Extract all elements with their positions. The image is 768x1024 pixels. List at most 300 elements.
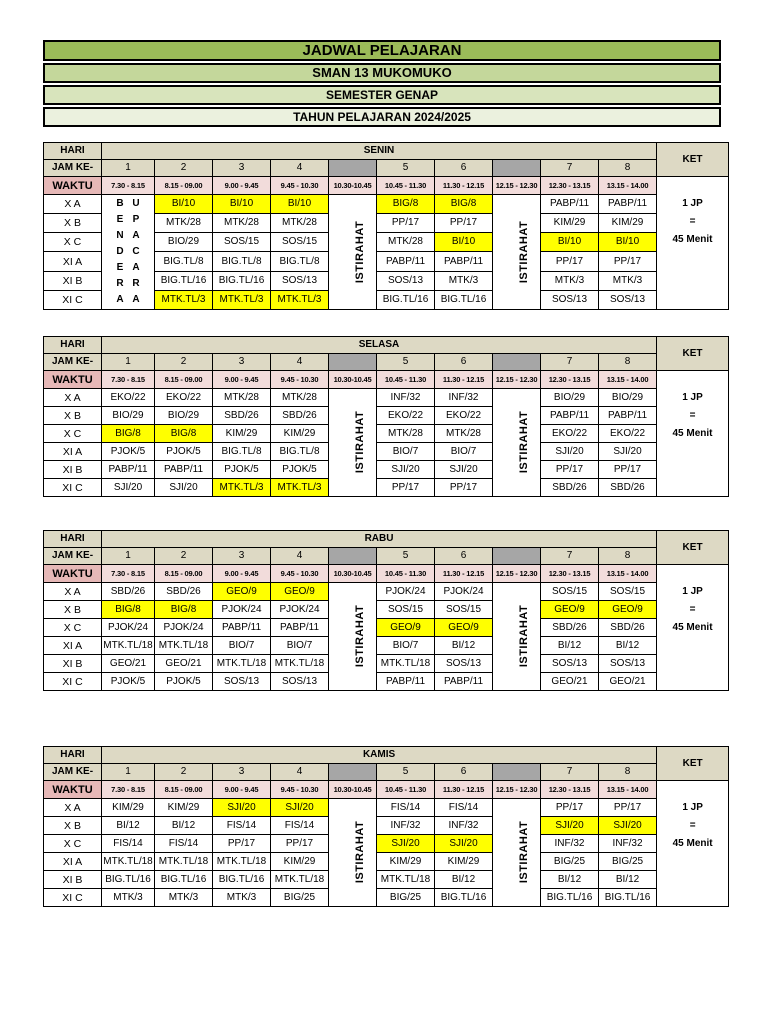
time-slot: 9.00 - 9.45 xyxy=(213,565,271,583)
istirahat-label: ISTIRAHAT xyxy=(354,220,367,283)
subject-cell: EKO/22 xyxy=(155,389,213,407)
istirahat-1 xyxy=(329,195,377,310)
ket-note xyxy=(657,781,729,907)
subject-cell: FIS/14 xyxy=(213,817,271,835)
subject-cell: MTK.TL/3 xyxy=(271,290,329,309)
subject-cell: MTK/3 xyxy=(213,889,271,907)
bendera-letter: R xyxy=(116,278,124,289)
subject-cell: BI/12 xyxy=(599,637,657,655)
bendera-letter: A xyxy=(132,294,140,305)
bendera-letter: N xyxy=(116,230,124,241)
subject-cell: BIG.TL/16 xyxy=(102,871,155,889)
table-row xyxy=(44,619,729,637)
time-slot: 12.30 - 13.15 xyxy=(541,565,599,583)
subject-cell: MTK/28 xyxy=(435,425,493,443)
hari-label: HARI xyxy=(44,531,102,548)
class-name: XI C xyxy=(44,673,102,691)
time-slot: 7.30 - 8.15 xyxy=(102,371,155,389)
bendera-letter: P xyxy=(132,214,140,225)
subject-cell: SBD/26 xyxy=(599,479,657,497)
class-name: X A xyxy=(44,195,102,214)
jam-number: 1 xyxy=(102,764,155,781)
time-slot: 10.45 - 11.30 xyxy=(377,565,435,583)
table-row xyxy=(44,853,729,871)
subject-cell: BIG/8 xyxy=(155,601,213,619)
subject-cell: PABP/11 xyxy=(435,252,493,271)
subject-cell: GEO/9 xyxy=(377,619,435,637)
subject-cell: SJI/20 xyxy=(541,443,599,461)
subject-cell: BIG.TL/8 xyxy=(155,252,213,271)
jam-number: 7 xyxy=(541,764,599,781)
subject-cell: SJI/20 xyxy=(599,817,657,835)
istirahat-label: ISTIRAHAT xyxy=(518,604,531,668)
time-slot: 8.15 - 09.00 xyxy=(155,565,213,583)
subject-cell: BIO/7 xyxy=(435,443,493,461)
subject-cell: PJOK/24 xyxy=(377,583,435,601)
subject-cell: BIG.TL/16 xyxy=(435,889,493,907)
jam-number: 1 xyxy=(102,354,155,371)
subject-cell: MTK.TL/3 xyxy=(271,479,329,497)
subject-cell: KIM/29 xyxy=(271,853,329,871)
subject-cell: BIG.TL/8 xyxy=(271,252,329,271)
subject-cell: FIS/14 xyxy=(271,817,329,835)
ket-line: = xyxy=(689,604,696,615)
jam-number: 4 xyxy=(271,548,329,565)
subject-cell: INF/32 xyxy=(377,389,435,407)
subject-cell: MTK/3 xyxy=(599,271,657,290)
subject-cell: PP/17 xyxy=(541,252,599,271)
day-name: SELASA xyxy=(102,337,657,354)
subject-cell: MTK.TL/18 xyxy=(377,871,435,889)
time-slot: 10.45 - 11.30 xyxy=(377,371,435,389)
subject-cell: BI/12 xyxy=(599,871,657,889)
class-name: X A xyxy=(44,583,102,601)
table-row xyxy=(44,443,729,461)
subject-cell: BIG.TL/16 xyxy=(541,889,599,907)
jam-number: 3 xyxy=(213,764,271,781)
subject-cell: BIG.TL/8 xyxy=(213,252,271,271)
jam-number: 7 xyxy=(541,548,599,565)
subject-cell: PABP/11 xyxy=(541,407,599,425)
subject-cell: SOS/15 xyxy=(271,233,329,252)
subject-cell: BIG/8 xyxy=(435,195,493,214)
jam-number: 2 xyxy=(155,354,213,371)
ket-label: KET xyxy=(657,531,729,565)
subject-cell: MTK.TL/3 xyxy=(155,290,213,309)
class-name: X B xyxy=(44,214,102,233)
subject-cell: BIG.TL/16 xyxy=(155,271,213,290)
class-name: XI C xyxy=(44,889,102,907)
subject-cell: KIM/29 xyxy=(541,214,599,233)
upacara-bendera xyxy=(102,195,155,310)
break-slot xyxy=(329,548,377,565)
time-slot: 7.30 - 8.15 xyxy=(102,177,155,195)
time-slot: 9.45 - 10.30 xyxy=(271,781,329,799)
table-row xyxy=(44,195,729,214)
time-slot: 10.45 - 11.30 xyxy=(377,781,435,799)
time-slot: 9.00 - 9.45 xyxy=(213,371,271,389)
break-slot xyxy=(329,764,377,781)
time-slot: 8.15 - 09.00 xyxy=(155,371,213,389)
subject-cell: MTK.TL/18 xyxy=(102,637,155,655)
jam-number: 6 xyxy=(435,160,493,177)
subject-cell: BI/12 xyxy=(541,637,599,655)
subject-cell: GEO/9 xyxy=(599,601,657,619)
schedule-senin xyxy=(43,142,729,310)
ket-note xyxy=(657,177,729,310)
subject-cell: PABP/11 xyxy=(377,673,435,691)
bendera-letter: E xyxy=(116,214,124,225)
table-row xyxy=(44,425,729,443)
subject-cell: GEO/21 xyxy=(102,655,155,673)
subject-cell: SOS/13 xyxy=(213,673,271,691)
subject-cell: MTK/28 xyxy=(377,425,435,443)
subject-cell: EKO/22 xyxy=(102,389,155,407)
bendera-letter: A xyxy=(132,230,140,241)
subject-cell: MTK/28 xyxy=(271,214,329,233)
subject-cell: SJI/20 xyxy=(541,817,599,835)
subject-cell: BIO/7 xyxy=(377,443,435,461)
subject-cell: KIM/29 xyxy=(155,799,213,817)
istirahat-2 xyxy=(493,195,541,310)
subject-cell: PJOK/5 xyxy=(213,461,271,479)
subject-cell: MTK.TL/18 xyxy=(155,853,213,871)
subject-cell: FIS/14 xyxy=(102,835,155,853)
hari-label: HARI xyxy=(44,747,102,764)
class-name: X B xyxy=(44,407,102,425)
subject-cell: SOS/13 xyxy=(541,655,599,673)
subject-cell: GEO/9 xyxy=(435,619,493,637)
subject-cell: SOS/13 xyxy=(599,655,657,673)
jam-number: 4 xyxy=(271,354,329,371)
time-slot: 12.15 - 12.30 xyxy=(493,781,541,799)
jam-number: 5 xyxy=(377,764,435,781)
time-slot: 10.30-10.45 xyxy=(329,781,377,799)
subject-cell: BIG.TL/8 xyxy=(213,443,271,461)
subject-cell: SJI/20 xyxy=(435,835,493,853)
jam-number: 5 xyxy=(377,548,435,565)
time-slot: 9.45 - 10.30 xyxy=(271,177,329,195)
ket-line: 45 Menit xyxy=(672,234,713,245)
subject-cell: GEO/9 xyxy=(271,583,329,601)
jam-number: 5 xyxy=(377,160,435,177)
subject-cell: PJOK/24 xyxy=(102,619,155,637)
istirahat-label: ISTIRAHAT xyxy=(518,410,531,474)
subject-cell: MTK/28 xyxy=(377,233,435,252)
bendera-letter: B xyxy=(116,198,124,209)
subject-cell: SOS/13 xyxy=(271,673,329,691)
jam-number: 2 xyxy=(155,160,213,177)
class-name: X C xyxy=(44,619,102,637)
subject-cell: MTK/3 xyxy=(102,889,155,907)
istirahat-1 xyxy=(329,799,377,907)
istirahat-1 xyxy=(329,583,377,691)
waktu-label: WAKTU xyxy=(44,565,102,583)
class-name: X C xyxy=(44,425,102,443)
subject-cell: BIO/7 xyxy=(213,637,271,655)
subject-cell: BIG.TL/16 xyxy=(213,871,271,889)
class-name: XI B xyxy=(44,461,102,479)
subject-cell: BI/10 xyxy=(213,195,271,214)
subject-cell: PABP/11 xyxy=(155,461,213,479)
istirahat-2 xyxy=(493,799,541,907)
class-name: XI B xyxy=(44,271,102,290)
table-row xyxy=(44,583,729,601)
time-slot: 13.15 - 14.00 xyxy=(599,781,657,799)
subject-cell: PJOK/5 xyxy=(102,673,155,691)
subject-cell: KIM/29 xyxy=(377,853,435,871)
bendera-letter: U xyxy=(132,198,140,209)
subject-cell: KIM/29 xyxy=(435,853,493,871)
subject-cell: MTK/3 xyxy=(435,271,493,290)
subject-cell: SOS/15 xyxy=(213,233,271,252)
subject-cell: MTK/28 xyxy=(213,389,271,407)
subject-cell: PJOK/24 xyxy=(435,583,493,601)
subject-cell: PP/17 xyxy=(213,835,271,853)
istirahat-2 xyxy=(493,389,541,497)
class-name: XI B xyxy=(44,871,102,889)
class-name: XI C xyxy=(44,479,102,497)
break-slot xyxy=(493,548,541,565)
day-name: RABU xyxy=(102,531,657,548)
jam-number: 2 xyxy=(155,548,213,565)
hari-label: HARI xyxy=(44,143,102,160)
title-block xyxy=(43,40,721,129)
time-slot: 12.15 - 12.30 xyxy=(493,371,541,389)
subject-cell: BIO/7 xyxy=(377,637,435,655)
ket-line: 45 Menit xyxy=(672,838,713,849)
subject-cell: BI/10 xyxy=(271,195,329,214)
subject-cell: EKO/22 xyxy=(377,407,435,425)
subject-cell: PABP/11 xyxy=(377,252,435,271)
subject-cell: BIG/25 xyxy=(271,889,329,907)
table-row xyxy=(44,673,729,691)
ket-line: 1 JP xyxy=(682,198,703,209)
class-name: X C xyxy=(44,835,102,853)
subject-cell: KIM/29 xyxy=(271,425,329,443)
jam-number: 6 xyxy=(435,548,493,565)
jam-number: 4 xyxy=(271,764,329,781)
subject-cell: BI/12 xyxy=(541,871,599,889)
istirahat-label: ISTIRAHAT xyxy=(354,604,367,668)
jam-label: JAM KE- xyxy=(44,160,102,177)
class-name: X B xyxy=(44,601,102,619)
page-title: JADWAL PELAJARAN xyxy=(43,40,721,61)
subject-cell: PJOK/5 xyxy=(102,443,155,461)
table-row xyxy=(44,389,729,407)
ket-label: KET xyxy=(657,143,729,177)
time-slot: 11.30 - 12.15 xyxy=(435,781,493,799)
time-slot: 9.00 - 9.45 xyxy=(213,177,271,195)
ket-label: KET xyxy=(657,337,729,371)
bendera-letter: E xyxy=(116,262,124,273)
subject-cell: SOS/13 xyxy=(377,271,435,290)
jam-number: 2 xyxy=(155,764,213,781)
subject-cell: INF/32 xyxy=(435,817,493,835)
ket-note xyxy=(657,565,729,691)
subject-cell: MTK/3 xyxy=(541,271,599,290)
subject-cell: BIO/29 xyxy=(102,407,155,425)
subject-cell: BI/12 xyxy=(435,637,493,655)
table-row xyxy=(44,407,729,425)
jam-number: 1 xyxy=(102,548,155,565)
subject-cell: MTK.TL/18 xyxy=(155,637,213,655)
subject-cell: INF/32 xyxy=(541,835,599,853)
time-slot: 10.30-10.45 xyxy=(329,177,377,195)
subject-cell: BIG/25 xyxy=(599,853,657,871)
subject-cell: SBD/26 xyxy=(213,407,271,425)
subject-cell: KIM/29 xyxy=(213,425,271,443)
subject-cell: BI/10 xyxy=(155,195,213,214)
ket-line: 45 Menit xyxy=(672,428,713,439)
subject-cell: MTK/28 xyxy=(271,389,329,407)
subject-cell: SOS/15 xyxy=(541,583,599,601)
subject-cell: INF/32 xyxy=(377,817,435,835)
time-slot: 12.30 - 13.15 xyxy=(541,371,599,389)
time-slot: 12.15 - 12.30 xyxy=(493,177,541,195)
jam-number: 8 xyxy=(599,160,657,177)
subject-cell: EKO/22 xyxy=(541,425,599,443)
subject-cell: PJOK/5 xyxy=(271,461,329,479)
subject-cell: BIG/25 xyxy=(377,889,435,907)
subject-cell: PABP/11 xyxy=(435,673,493,691)
table-row xyxy=(44,889,729,907)
subject-cell: PP/17 xyxy=(271,835,329,853)
subject-cell: BIO/29 xyxy=(599,389,657,407)
table-row xyxy=(44,637,729,655)
time-slot: 11.30 - 12.15 xyxy=(435,371,493,389)
subject-cell: SOS/15 xyxy=(435,601,493,619)
time-slot: 10.30-10.45 xyxy=(329,565,377,583)
subject-cell: PP/17 xyxy=(541,799,599,817)
class-name: XI B xyxy=(44,655,102,673)
class-name: XI A xyxy=(44,252,102,271)
ket-line: 45 Menit xyxy=(672,622,713,633)
break-slot xyxy=(493,764,541,781)
subject-cell: SBD/26 xyxy=(599,619,657,637)
bendera-letter: D xyxy=(116,246,124,257)
subject-cell: SJI/20 xyxy=(599,443,657,461)
subject-cell: BI/10 xyxy=(541,233,599,252)
time-slot: 8.15 - 09.00 xyxy=(155,177,213,195)
bendera-letter: R xyxy=(132,278,140,289)
bendera-letter: A xyxy=(132,262,140,273)
jam-number: 7 xyxy=(541,354,599,371)
subject-cell: GEO/21 xyxy=(599,673,657,691)
subject-cell: SJI/20 xyxy=(155,479,213,497)
time-slot: 8.15 - 09.00 xyxy=(155,781,213,799)
time-slot: 13.15 - 14.00 xyxy=(599,565,657,583)
subject-cell: GEO/21 xyxy=(541,673,599,691)
subject-cell: BIG.TL/16 xyxy=(213,271,271,290)
jam-number: 5 xyxy=(377,354,435,371)
subject-cell: MTK.TL/18 xyxy=(377,655,435,673)
waktu-label: WAKTU xyxy=(44,177,102,195)
subject-cell: SOS/13 xyxy=(541,290,599,309)
subject-cell: MTK/28 xyxy=(213,214,271,233)
semester-label: SEMESTER GENAP xyxy=(43,85,721,105)
jam-number: 8 xyxy=(599,354,657,371)
subject-cell: KIM/29 xyxy=(102,799,155,817)
waktu-label: WAKTU xyxy=(44,781,102,799)
table-row xyxy=(44,799,729,817)
subject-cell: SJI/20 xyxy=(213,799,271,817)
istirahat-1 xyxy=(329,389,377,497)
subject-cell: BI/10 xyxy=(435,233,493,252)
ket-line: = xyxy=(689,410,696,421)
subject-cell: SOS/13 xyxy=(599,290,657,309)
subject-cell: EKO/22 xyxy=(435,407,493,425)
table-row xyxy=(44,871,729,889)
time-slot: 12.15 - 12.30 xyxy=(493,565,541,583)
time-slot: 12.30 - 13.15 xyxy=(541,177,599,195)
subject-cell: KIM/29 xyxy=(599,214,657,233)
subject-cell: PP/17 xyxy=(377,479,435,497)
subject-cell: SOS/13 xyxy=(435,655,493,673)
subject-cell: PJOK/5 xyxy=(155,673,213,691)
subject-cell: INF/32 xyxy=(435,389,493,407)
class-name: X B xyxy=(44,817,102,835)
class-name: XI A xyxy=(44,853,102,871)
day-name: KAMIS xyxy=(102,747,657,764)
subject-cell: MTK/28 xyxy=(155,214,213,233)
school-name: SMAN 13 MUKOMUKO xyxy=(43,63,721,83)
subject-cell: PJOK/24 xyxy=(155,619,213,637)
subject-cell: BIG/8 xyxy=(377,195,435,214)
break-slot xyxy=(329,354,377,371)
subject-cell: SJI/20 xyxy=(435,461,493,479)
subject-cell: BIO/29 xyxy=(541,389,599,407)
jam-number: 6 xyxy=(435,764,493,781)
subject-cell: MTK.TL/3 xyxy=(213,290,271,309)
subject-cell: MTK.TL/18 xyxy=(271,655,329,673)
class-name: X A xyxy=(44,799,102,817)
subject-cell: GEO/21 xyxy=(155,655,213,673)
istirahat-2 xyxy=(493,583,541,691)
subject-cell: BIG.TL/16 xyxy=(377,290,435,309)
time-slot: 13.15 - 14.00 xyxy=(599,177,657,195)
subject-cell: SJI/20 xyxy=(377,461,435,479)
ket-line: 1 JP xyxy=(682,802,703,813)
class-name: XI A xyxy=(44,443,102,461)
subject-cell: BIG/8 xyxy=(102,601,155,619)
time-slot: 9.45 - 10.30 xyxy=(271,565,329,583)
table-row xyxy=(44,835,729,853)
subject-cell: PP/17 xyxy=(435,479,493,497)
time-slot: 9.45 - 10.30 xyxy=(271,371,329,389)
bendera-letter: C xyxy=(132,246,140,257)
subject-cell: EKO/22 xyxy=(599,425,657,443)
subject-cell: PJOK/24 xyxy=(213,601,271,619)
academic-year: TAHUN PELAJARAN 2024/2025 xyxy=(43,107,721,127)
class-name: XI C xyxy=(44,290,102,309)
subject-cell: MTK.TL/18 xyxy=(213,853,271,871)
subject-cell: BIG/8 xyxy=(155,425,213,443)
ket-line: 1 JP xyxy=(682,586,703,597)
bendera-letter: A xyxy=(116,294,124,305)
subject-cell: BIG/25 xyxy=(541,853,599,871)
jam-number: 3 xyxy=(213,354,271,371)
subject-cell: PABP/11 xyxy=(213,619,271,637)
schedule-rabu xyxy=(43,530,729,691)
subject-cell: PABP/11 xyxy=(599,407,657,425)
subject-cell: PJOK/24 xyxy=(271,601,329,619)
subject-cell: FIS/14 xyxy=(155,835,213,853)
time-slot: 13.15 - 14.00 xyxy=(599,371,657,389)
time-slot: 12.30 - 13.15 xyxy=(541,781,599,799)
ket-line: 1 JP xyxy=(682,392,703,403)
subject-cell: FIS/14 xyxy=(377,799,435,817)
